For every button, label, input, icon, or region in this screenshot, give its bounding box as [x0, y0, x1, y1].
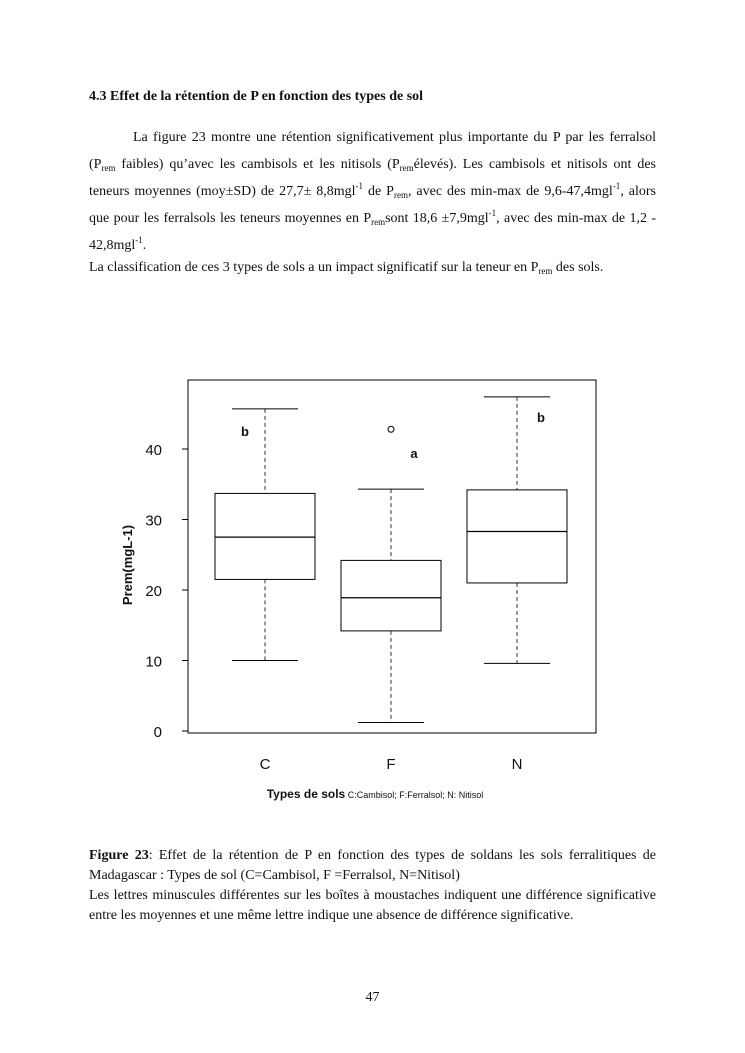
- significance-letter: b: [537, 410, 545, 425]
- x-axis-title: [267, 787, 484, 801]
- outlier-point: [388, 426, 394, 432]
- x-tick-label: N: [511, 756, 523, 773]
- paragraph-results: La figure 23 montre une rétention significativement plus importante du P par les ferralsol ($P_{rem}$ faibles) qu’avec les cambisols et les nitisols $(P_{rem}élevés)$. Les cambisols et nitisols ont des teneurs moyennes (moy±SD) de 27,7± 8,8mgl$^{-1}$ de $P_{rem}$, avec des min-max de 9,6-47,4mgl$^{-1}$, alors que pour les ferralsols les teneurs moyennes en $P_{rem}sont$ 18,6 ±7,9mgl$^{-1}$, avec des min-max de 1,2 - 42,8mgl$^{-1}$.: [89, 130, 656, 253]
- caption-note: Les lettres minuscules différentes sur les boîtes à moustaches indiquent une différence significative entre les moyennes et une même lettre indique une absence de différence significative.: [89, 888, 656, 923]
- x-axis-title-legend: C:Cambisol; F:Ferralsol; N: Nitisol: [345, 790, 484, 800]
- x-tick-label: C: [259, 756, 271, 773]
- significance-letter: b: [241, 424, 249, 439]
- y-tick-label: 40: [145, 442, 162, 459]
- y-tick-label: 20: [145, 583, 162, 600]
- y-tick-label: 10: [145, 653, 162, 671]
- section-heading: 4.3 Effet de la rétention de P en fonction des types de sol: [89, 89, 424, 104]
- significance-letter: a: [410, 446, 418, 461]
- y-axis-title: Prem(mgL-1): [120, 524, 135, 606]
- y-tick-label: 30: [145, 512, 162, 530]
- paragraph-classification: La classification de ces 3 types de sols a un impact significatif sur la teneur en $P_{rem}$ des sols.: [89, 260, 604, 276]
- box-N: [467, 490, 567, 583]
- caption-label: Figure 23: [89, 848, 149, 863]
- boxplot-chart: [110, 370, 610, 810]
- box-F: [341, 560, 441, 631]
- box-C: [215, 493, 315, 579]
- figure-caption: [89, 846, 656, 926]
- page-number: 47: [365, 990, 380, 1005]
- x-tick-label: F: [386, 756, 396, 773]
- x-axis-title-main: Types de sols: [266, 787, 346, 801]
- y-tick-label: 0: [153, 724, 162, 741]
- caption-text: : Effet de la rétention de P en fonction des types de soldans les sols ferralitiques de Madagascar : Types de sol (C=Cambisol, F =Ferralsol, N=Nitisol): [89, 848, 657, 883]
